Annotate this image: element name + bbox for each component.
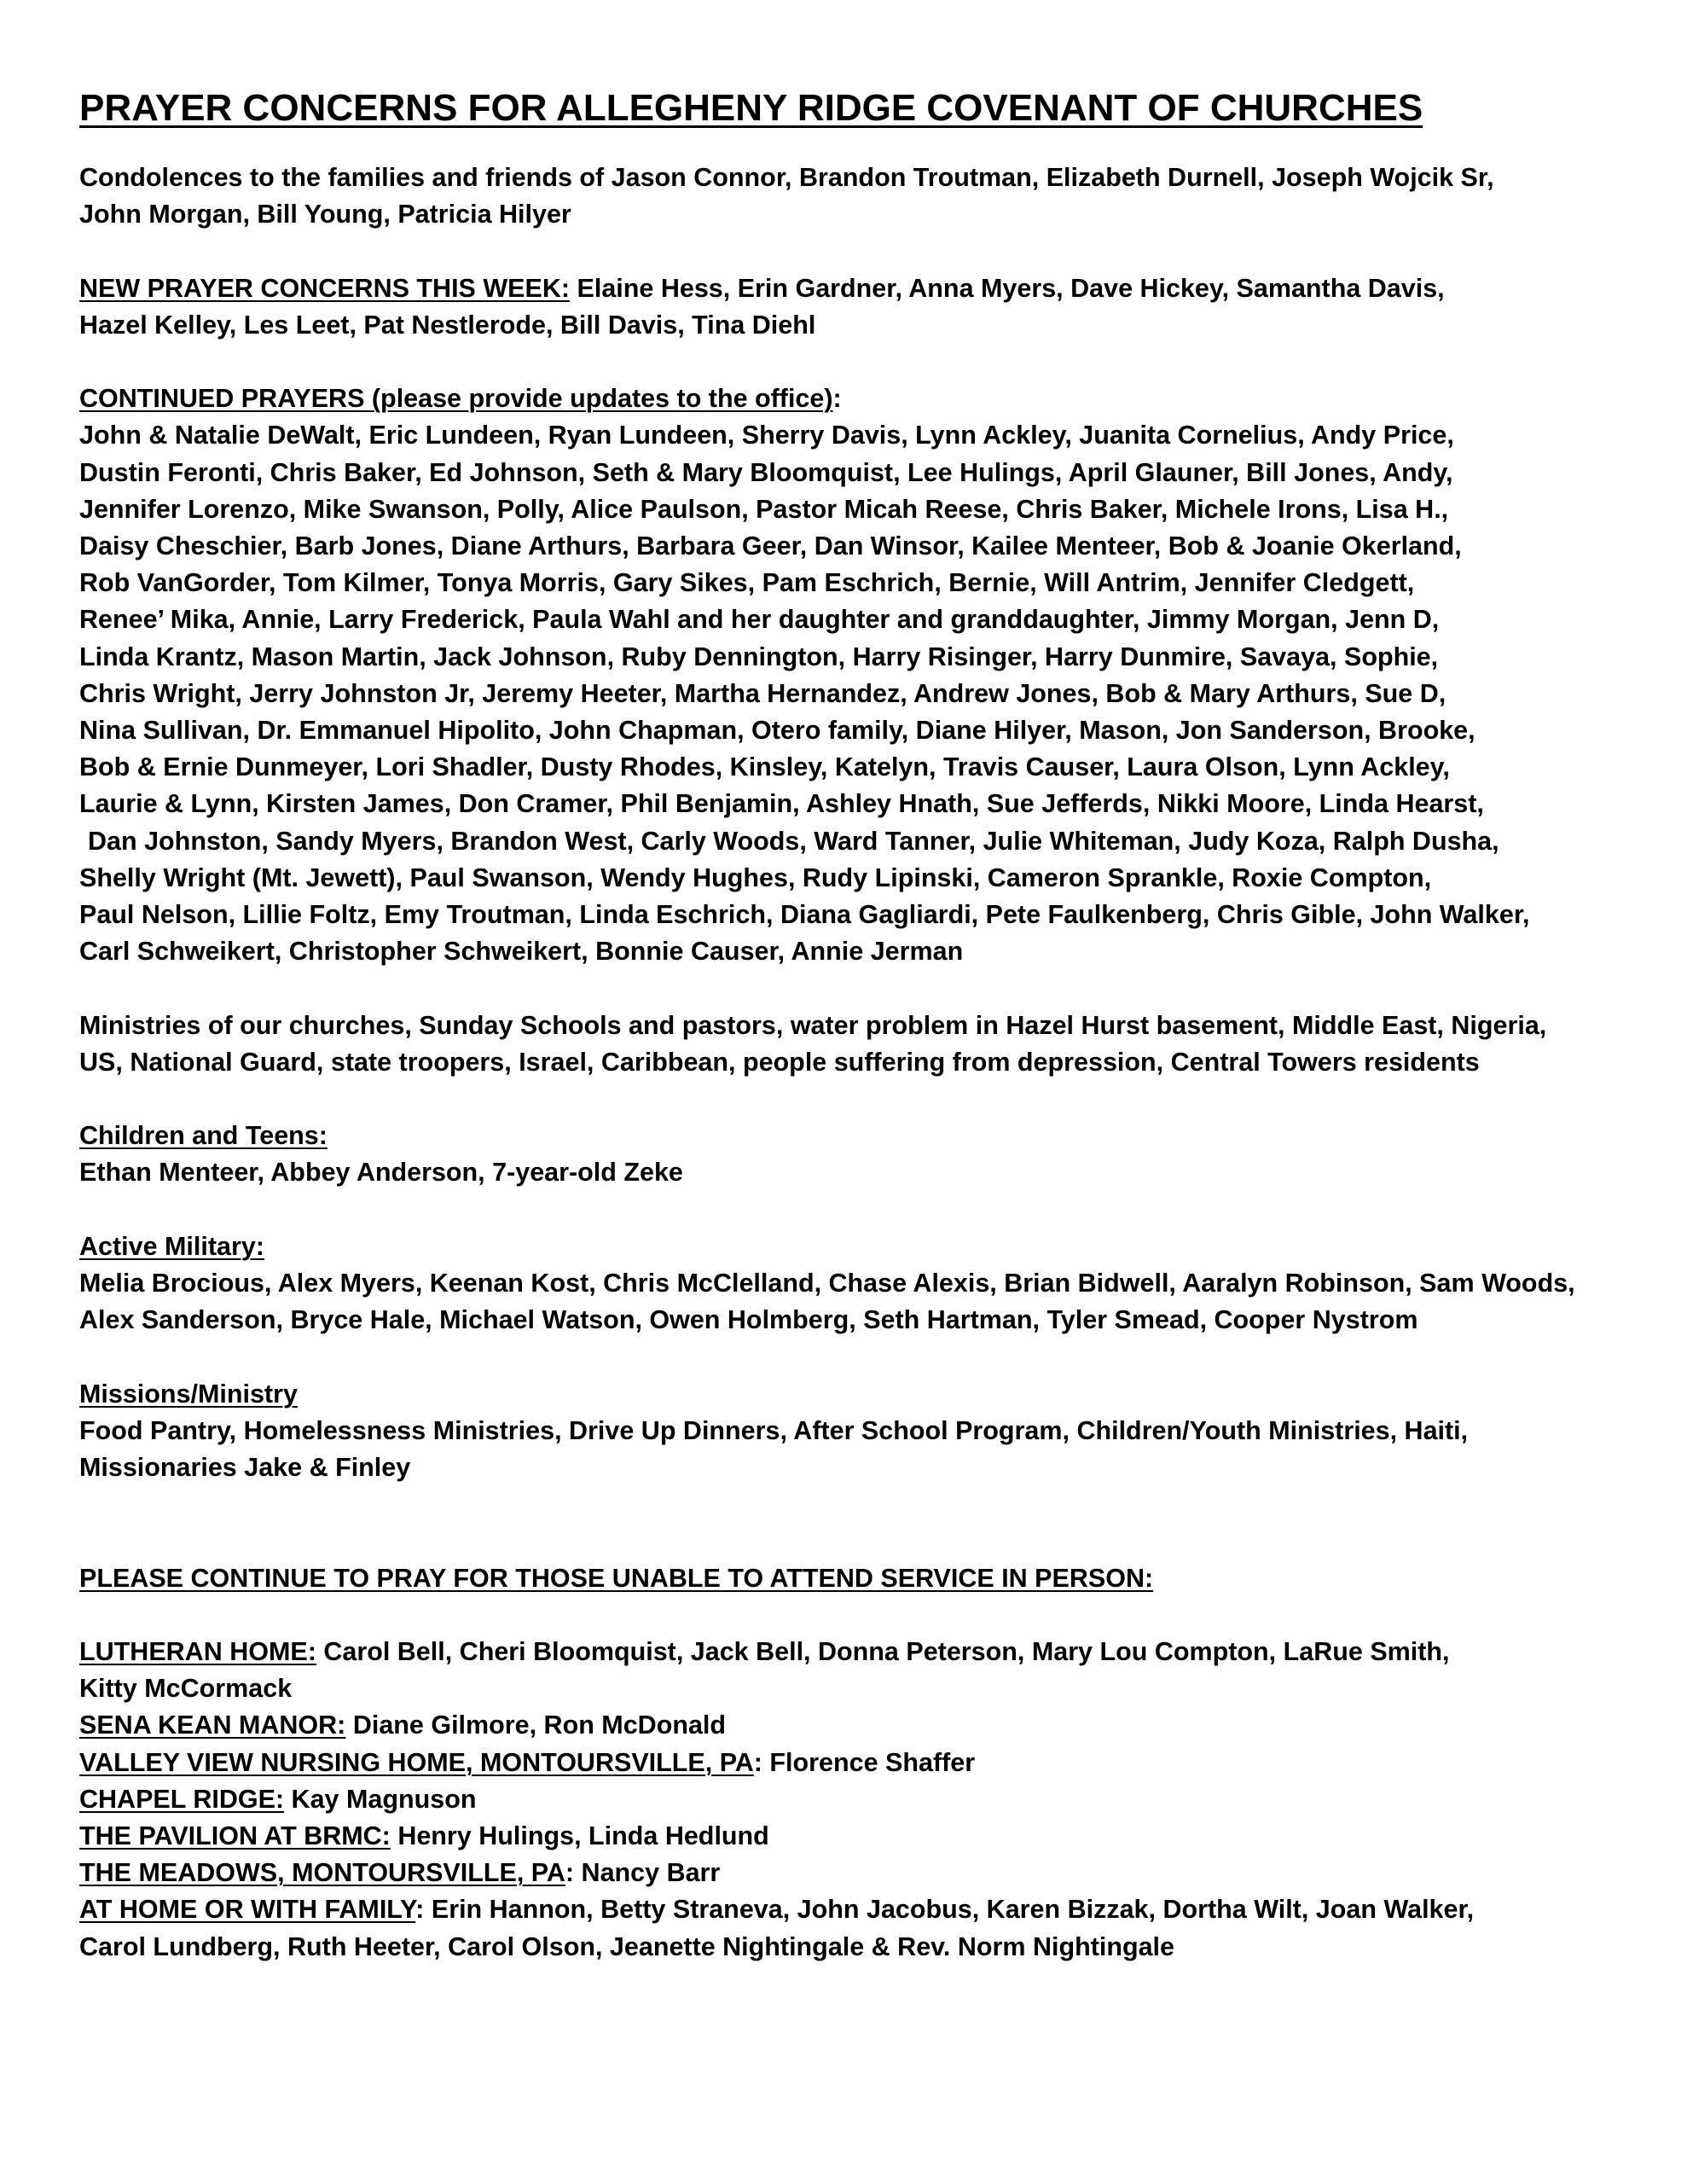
facility-label: SENA KEAN MANOR:: [79, 1711, 346, 1740]
facility-names: Kitty McCormack: [79, 1674, 293, 1704]
continued-prayers-line: Daisy Cheschier, Barb Jones, Diane Arthurs, Barbara Geer, Dan Winsor, Kailee Menteer, Bob & Joanie Okerland,: [79, 531, 1462, 561]
continued-prayers-line: Dan Johnston, Sandy Myers, Brandon West, Carly Woods, Ward Tanner, Julie Whiteman, Judy Koza, Ralph Dusha,: [88, 826, 1499, 856]
ministries-paragraph: [79, 1008, 1632, 1081]
children-names: Ethan Menteer, Abbey Anderson, 7-year-old Zeke: [79, 1158, 683, 1188]
continued-prayers-line: Paul Nelson, Lillie Foltz, Emy Troutman, Linda Eschrich, Diana Gagliardi, Pete Faulkenberg, Chris Gible, John Walker,: [79, 900, 1530, 930]
continued-prayers-line: Shelly Wright (Mt. Jewett), Paul Swanson, Wendy Hughes, Rudy Lipinski, Cameron Sprankle, Roxie Compton,: [79, 863, 1432, 892]
facility-names: : Florence Shaffer: [753, 1747, 976, 1777]
new-prayer-names: Elaine Hess, Erin Gardner, Anna Myers, Dave Hickey, Samantha Davis,: [570, 273, 1445, 303]
facility-lutheran: [79, 1634, 1632, 1670]
continued-prayers-line: Renee’ Mika, Annie, Larry Frederick, Paula Wahl and her daughter and granddaughter, Jimmy Morgan, Jenn D,: [79, 605, 1440, 635]
facility-label: THE PAVILION AT BRMC:: [79, 1821, 391, 1851]
continued-prayers-line: Linda Krantz, Mason Martin, Jack Johnson, Ruby Dennington, Harry Risinger, Harry Dunmire, Savaya, Sophie,: [79, 642, 1439, 671]
condolences-paragraph: [79, 160, 1632, 233]
missions-line: Food Pantry, Homelessness Ministries, Drive Up Dinners, After School Program, Children/Youth Ministries, Haiti,: [79, 1415, 1469, 1445]
condolences-line: Condolences to the families and friends of Jason Connor, Brandon Troutman, Elizabeth Durnell, Joseph Wojcik Sr,: [79, 163, 1494, 192]
page-title: PRAYER CONCERNS FOR ALLEGHENY RIDGE COVENANT OF CHURCHES: [79, 87, 1423, 129]
continued-prayers-line: Chris Wright, Jerry Johnston Jr, Jeremy Heeter, Martha Hernandez, Andrew Jones, Bob & Mary Arthurs, Sue D,: [79, 678, 1446, 708]
facility-sena: [79, 1707, 1632, 1744]
missions-heading: Missions/Ministry: [79, 1379, 298, 1409]
continued-prayers-section: [79, 380, 1632, 970]
continued-prayers-heading: CONTINUED PRAYERS (please provide updates to the office): [79, 384, 833, 414]
facility-label: AT HOME OR WITH FAMILY: [79, 1895, 416, 1925]
facility-valley: [79, 1745, 1632, 1781]
continued-prayers-line: John & Natalie DeWalt, Eric Lundeen, Ryan Lundeen, Sherry Davis, Lynn Ackley, Juanita Cornelius, Andy Price,: [79, 421, 1454, 450]
children-section: [79, 1118, 1632, 1191]
facility-label: CHAPEL RIDGE:: [79, 1784, 285, 1814]
unable-heading: PLEASE CONTINUE TO PRAY FOR THOSE UNABLE TO ATTEND SERVICE IN PERSON:: [79, 1563, 1154, 1593]
facility-label: VALLEY VIEW NURSING HOME, MONTOURSVILLE, PA: [79, 1747, 754, 1777]
facility-label: THE MEADOWS, MONTOURSVILLE, PA: [79, 1858, 565, 1888]
facility-chapel: [79, 1781, 1632, 1818]
continued-prayers-line: Laurie & Lynn, Kirsten James, Don Cramer, Phil Benjamin, Ashley Hnath, Sue Jefferds, Nikki Moore, Linda Hearst,: [79, 789, 1484, 819]
continued-prayers-heading-colon: :: [832, 384, 842, 414]
new-prayer-names: Hazel Kelley, Les Leet, Pat Nestlerode, Bill Davis, Tina Diehl: [79, 310, 816, 340]
facility-names: Kay Magnuson: [284, 1784, 477, 1814]
facility-names: Carol Lundberg, Ruth Heeter, Carol Olson, Jeanette Nightingale & Rev. Norm Nightingale: [79, 1931, 1174, 1961]
facility-names: Henry Hulings, Linda Hedlund: [390, 1821, 769, 1851]
facilities-list: [79, 1634, 1632, 1966]
military-heading: Active Military:: [79, 1231, 264, 1261]
new-prayer-section: [79, 270, 1632, 344]
facility-names: Carol Bell, Cheri Bloomquist, Jack Bell, Donna Peterson, Mary Lou Compton, LaRue Smith,: [316, 1637, 1450, 1666]
continued-prayers-line: Bob & Ernie Dunmeyer, Lori Shadler, Dusty Rhodes, Kinsley, Katelyn, Travis Causer, Laura Olson, Lynn Ackley,: [79, 752, 1450, 782]
facility-label: LUTHERAN HOME:: [79, 1637, 316, 1666]
military-section: [79, 1228, 1632, 1339]
missions-section: [79, 1376, 1632, 1487]
facility-meadows: [79, 1855, 1632, 1891]
ministries-line: Ministries of our churches, Sunday Schools and pastors, water problem in Hazel Hurst basement, Middle East, Nigeria,: [79, 1010, 1547, 1040]
unable-section: [79, 1560, 1632, 1597]
children-heading: Children and Teens:: [79, 1121, 328, 1151]
missions-line: Missionaries Jake & Finley: [79, 1453, 411, 1483]
continued-prayers-line: Carl Schweikert, Christopher Schweikert, Bonnie Causer, Annie Jerman: [79, 937, 964, 967]
continued-prayers-line: Jennifer Lorenzo, Mike Swanson, Polly, Alice Paulson, Pastor Micah Reese, Chris Baker, Michele Irons, Lisa H.,: [79, 494, 1449, 524]
continued-prayers-line: Dustin Feronti, Chris Baker, Ed Johnson, Seth & Mary Bloomquist, Lee Hulings, April Glauner, Bill Jones, Andy,: [79, 457, 1453, 487]
military-line: Melia Brocious, Alex Myers, Keenan Kost, Chris McClelland, Chase Alexis, Brian Bidwell, Aaralyn Robinson, Sam Woods,: [79, 1269, 1575, 1298]
facility-pavilion: [79, 1818, 1632, 1855]
military-line: Alex Sanderson, Bryce Hale, Michael Watson, Owen Holmberg, Seth Hartman, Tyler Smead, Cooper Nystrom: [79, 1305, 1418, 1335]
facility-home: [79, 1891, 1632, 1928]
continued-prayers-line: Rob VanGorder, Tom Kilmer, Tonya Morris, Gary Sikes, Pam Eschrich, Bernie, Will Antrim, Jennifer Cledgett,: [79, 568, 1415, 598]
facility-names: : Nancy Barr: [565, 1858, 721, 1888]
new-prayer-heading: NEW PRAYER CONCERNS THIS WEEK:: [79, 273, 571, 303]
document-page: [79, 81, 1632, 1966]
condolences-line: John Morgan, Bill Young, Patricia Hilyer: [79, 200, 571, 229]
ministries-line: US, National Guard, state troopers, Israel, Caribbean, people suffering from depression, Central Towers residents: [79, 1047, 1480, 1077]
facility-names: : Erin Hannon, Betty Straneva, John Jacobus, Karen Bizzak, Dortha Wilt, Joan Walker,: [415, 1895, 1475, 1925]
facility-names: Diane Gilmore, Ron McDonald: [345, 1711, 727, 1740]
continued-prayers-line: Nina Sullivan, Dr. Emmanuel Hipolito, John Chapman, Otero family, Diane Hilyer, Mason, Jon Sanderson, Brooke,: [79, 716, 1475, 746]
